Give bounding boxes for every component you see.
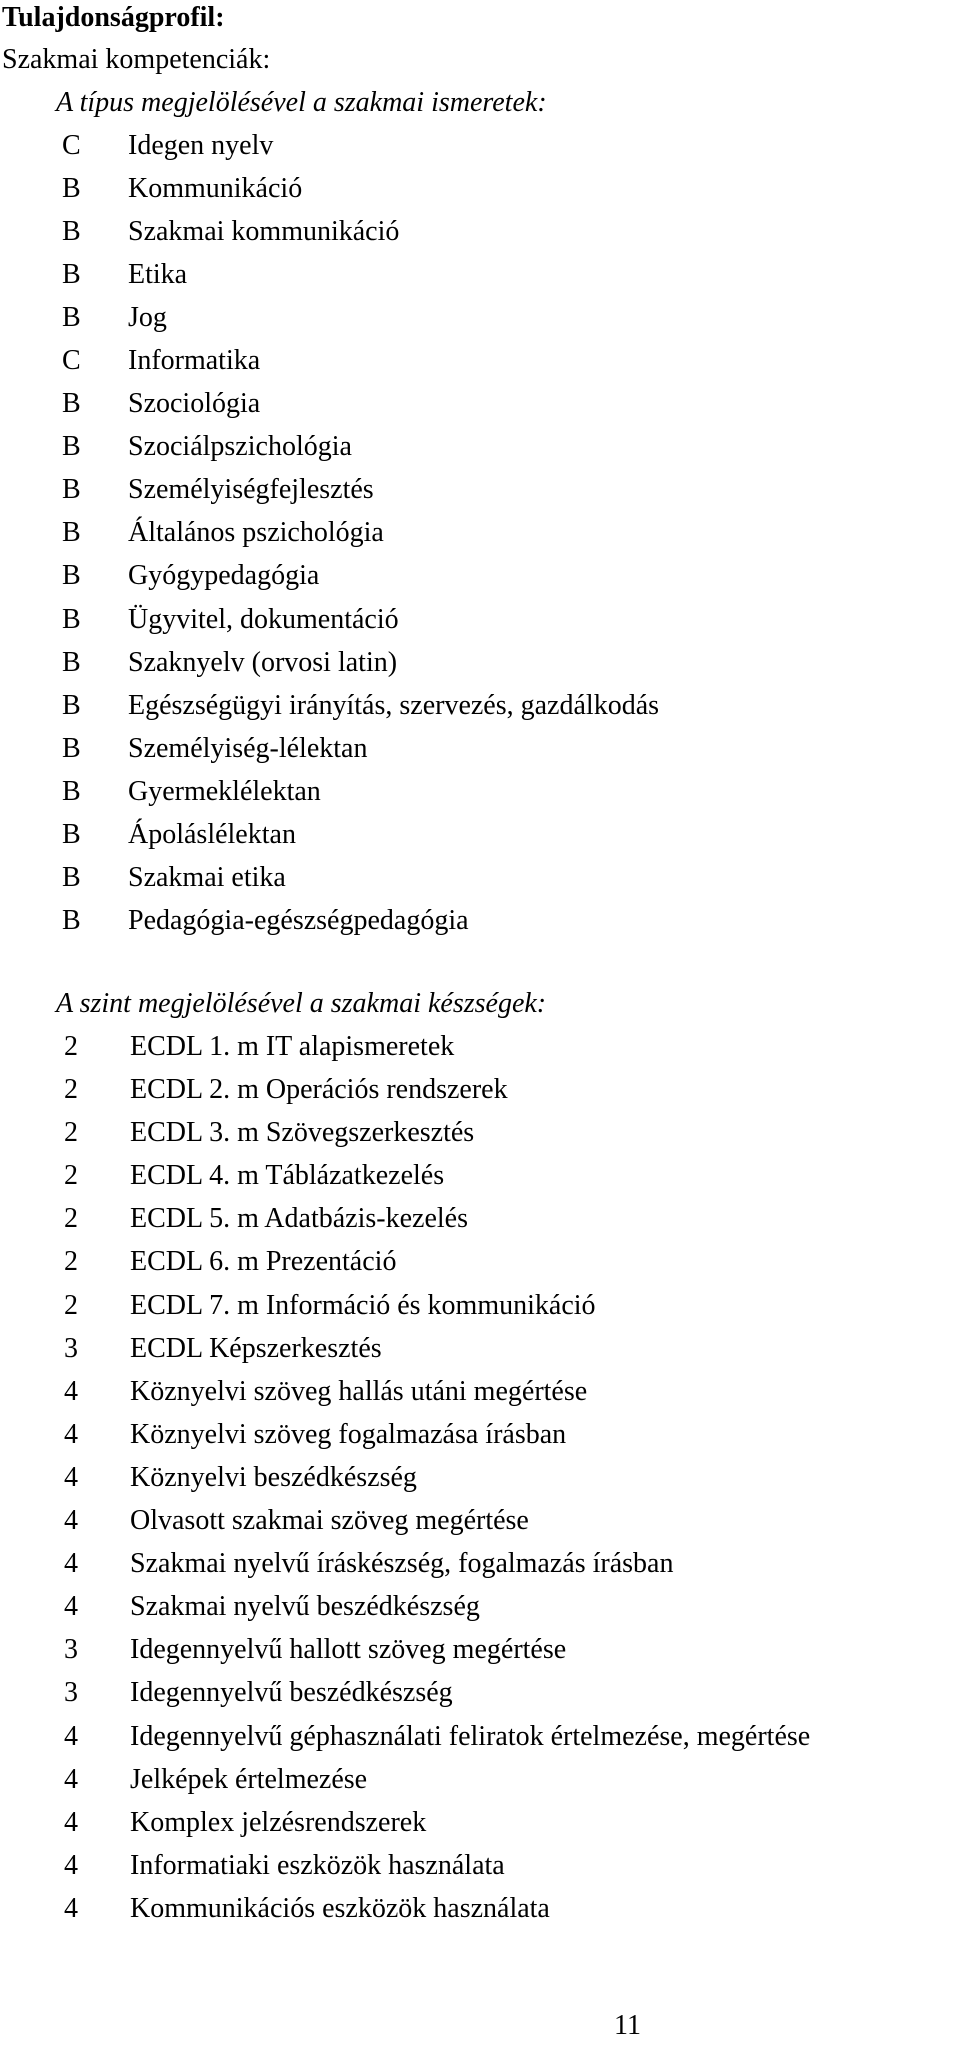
list-item bbox=[0, 1764, 810, 1807]
item-level-code: C bbox=[62, 130, 81, 161]
item-level-code: 4 bbox=[64, 1375, 78, 1407]
list-item bbox=[0, 1031, 810, 1074]
item-label: Kommunikációs eszközök használata bbox=[130, 1892, 550, 1924]
item-level-code: B bbox=[62, 775, 81, 807]
list-item bbox=[0, 1376, 810, 1419]
item-label: Szakmai etika bbox=[128, 861, 286, 893]
list-item bbox=[0, 1117, 810, 1160]
list-item bbox=[0, 647, 659, 690]
list-item bbox=[0, 862, 659, 905]
item-label: Ápoláslélektan bbox=[128, 818, 296, 850]
item-level-code: 2 bbox=[64, 1160, 78, 1192]
item-level-code: 2 bbox=[64, 1031, 78, 1062]
item-label: Idegen nyelv bbox=[128, 130, 274, 161]
page-subtitle: Szakmai kompetenciák: bbox=[2, 44, 271, 75]
item-level-code: 3 bbox=[64, 1634, 78, 1666]
item-level-code: 3 bbox=[64, 1677, 78, 1709]
item-label: Köznyelvi beszédkészség bbox=[130, 1461, 417, 1493]
list-item bbox=[0, 1246, 810, 1289]
list-item bbox=[0, 1548, 810, 1591]
item-label: Személyiség-lélektan bbox=[128, 732, 368, 764]
item-level-code: 4 bbox=[64, 1849, 78, 1881]
page-number: 11 bbox=[614, 2010, 641, 2041]
item-level-code: B bbox=[62, 560, 81, 592]
list-item bbox=[0, 1160, 810, 1203]
item-level-code: B bbox=[62, 474, 81, 506]
item-level-code: B bbox=[62, 431, 81, 463]
item-label: Köznyelvi szöveg hallás utáni megértése bbox=[130, 1375, 588, 1407]
item-label: ECDL Képszerkesztés bbox=[130, 1332, 382, 1364]
list-item bbox=[0, 733, 659, 776]
list-item bbox=[0, 388, 659, 431]
list-item bbox=[0, 819, 659, 862]
item-level-code: B bbox=[62, 904, 81, 936]
item-level-code: B bbox=[62, 818, 81, 850]
item-level-code: 4 bbox=[64, 1720, 78, 1752]
item-level-code: 4 bbox=[64, 1418, 78, 1450]
list-item bbox=[0, 1203, 810, 1246]
item-level-code: 2 bbox=[64, 1117, 78, 1149]
knowledge-section-heading: A típus megjelölésével a szakmai ismeretek: bbox=[56, 87, 547, 118]
item-level-code: 2 bbox=[64, 1289, 78, 1321]
item-label: ECDL 2. m Operációs rendszerek bbox=[130, 1074, 508, 1106]
item-label: Idegennyelvű hallott szöveg megértése bbox=[130, 1634, 567, 1666]
list-item bbox=[0, 1721, 810, 1764]
item-label: ECDL 1. m IT alapismeretek bbox=[130, 1031, 455, 1062]
item-label: Olvasott szakmai szöveg megértése bbox=[130, 1505, 529, 1537]
item-label: Szociológia bbox=[128, 388, 261, 420]
item-label: Szociálpszichológia bbox=[128, 431, 352, 463]
list-item bbox=[0, 474, 659, 517]
item-level-code: 3 bbox=[64, 1332, 78, 1364]
item-label: ECDL 6. m Prezentáció bbox=[130, 1246, 397, 1278]
list-item bbox=[0, 259, 659, 302]
page-title: Tulajdonságprofil: bbox=[2, 2, 225, 33]
list-item bbox=[0, 1807, 810, 1850]
item-level-code: B bbox=[62, 388, 81, 420]
item-label: Gyógypedagógia bbox=[128, 560, 320, 592]
item-label: ECDL 7. m Információ és kommunikáció bbox=[130, 1289, 596, 1321]
item-level-code: B bbox=[62, 302, 81, 334]
item-level-code: 4 bbox=[64, 1806, 78, 1838]
item-label: Komplex jelzésrendszerek bbox=[130, 1806, 427, 1838]
list-item bbox=[0, 130, 659, 173]
item-label: Jog bbox=[128, 302, 167, 334]
item-level-code: 2 bbox=[64, 1246, 78, 1278]
item-level-code: 2 bbox=[64, 1074, 78, 1106]
list-item bbox=[0, 1677, 810, 1720]
item-level-code: B bbox=[62, 216, 81, 248]
item-label: Informatiaki eszközök használata bbox=[130, 1849, 505, 1881]
list-item bbox=[0, 173, 659, 216]
item-level-code: B bbox=[62, 646, 81, 678]
item-label: Ügyvitel, dokumentáció bbox=[128, 603, 399, 635]
item-label: ECDL 5. m Adatbázis-kezelés bbox=[130, 1203, 468, 1235]
item-label: Egészségügyi irányítás, szervezés, gazdálkodás bbox=[128, 689, 660, 721]
list-item bbox=[0, 1505, 810, 1548]
item-label: Etika bbox=[128, 259, 188, 291]
item-level-code: B bbox=[62, 689, 81, 721]
item-label: Szakmai nyelvű íráskészség, fogalmazás írásban bbox=[130, 1548, 674, 1580]
list-item bbox=[0, 776, 659, 819]
item-level-code: B bbox=[62, 732, 81, 764]
item-level-code: 4 bbox=[64, 1763, 78, 1795]
item-level-code: B bbox=[62, 173, 81, 205]
item-level-code: 4 bbox=[64, 1591, 78, 1623]
list-item bbox=[0, 1290, 810, 1333]
item-level-code: B bbox=[62, 517, 81, 549]
item-level-code: B bbox=[62, 603, 81, 635]
list-item bbox=[0, 604, 659, 647]
list-item bbox=[0, 216, 659, 259]
item-label: Jelképek értelmezése bbox=[130, 1763, 368, 1795]
list-item bbox=[0, 1634, 810, 1677]
item-level-code: B bbox=[62, 259, 81, 291]
item-label: ECDL 4. m Táblázatkezelés bbox=[130, 1160, 445, 1192]
item-label: Szaknyelv (orvosi latin) bbox=[128, 646, 398, 678]
list-item bbox=[0, 1850, 810, 1893]
list-item bbox=[0, 1462, 810, 1505]
list-item bbox=[0, 1074, 810, 1117]
list-item bbox=[0, 1419, 810, 1462]
item-label: Személyiségfejlesztés bbox=[128, 474, 374, 506]
item-label: ECDL 3. m Szövegszerkesztés bbox=[130, 1117, 475, 1149]
knowledge-list bbox=[0, 130, 659, 948]
item-level-code: 4 bbox=[64, 1548, 78, 1580]
skills-section-heading: A szint megjelölésével a szakmai készségek: bbox=[56, 988, 547, 1019]
item-level-code: C bbox=[62, 345, 81, 377]
item-label: Szakmai nyelvű beszédkészség bbox=[130, 1591, 480, 1623]
list-item bbox=[0, 345, 659, 388]
list-item bbox=[0, 1333, 810, 1376]
item-label: Köznyelvi szöveg fogalmazása írásban bbox=[130, 1418, 567, 1450]
item-label: Szakmai kommunikáció bbox=[128, 216, 400, 248]
list-item bbox=[0, 517, 659, 560]
list-item bbox=[0, 905, 659, 948]
item-label: Általános pszichológia bbox=[128, 517, 384, 549]
item-level-code: B bbox=[62, 861, 81, 893]
item-level-code: 2 bbox=[64, 1203, 78, 1235]
item-label: Idegennyelvű beszédkészség bbox=[130, 1677, 453, 1709]
item-label: Pedagógia-egészségpedagógia bbox=[128, 904, 469, 936]
list-item bbox=[0, 690, 659, 733]
skills-list bbox=[0, 1031, 810, 1936]
list-item bbox=[0, 1591, 810, 1634]
list-item bbox=[0, 431, 659, 474]
item-level-code: 4 bbox=[64, 1892, 78, 1924]
list-item bbox=[0, 1893, 810, 1936]
item-level-code: 4 bbox=[64, 1505, 78, 1537]
list-item bbox=[0, 302, 659, 345]
item-label: Gyermeklélektan bbox=[128, 775, 321, 807]
list-item bbox=[0, 560, 659, 603]
item-label: Kommunikáció bbox=[128, 173, 303, 205]
item-label: Informatika bbox=[128, 345, 261, 377]
item-label: Idegennyelvű géphasználati feliratok értelmezése, megértése bbox=[130, 1720, 811, 1752]
item-level-code: 4 bbox=[64, 1461, 78, 1493]
